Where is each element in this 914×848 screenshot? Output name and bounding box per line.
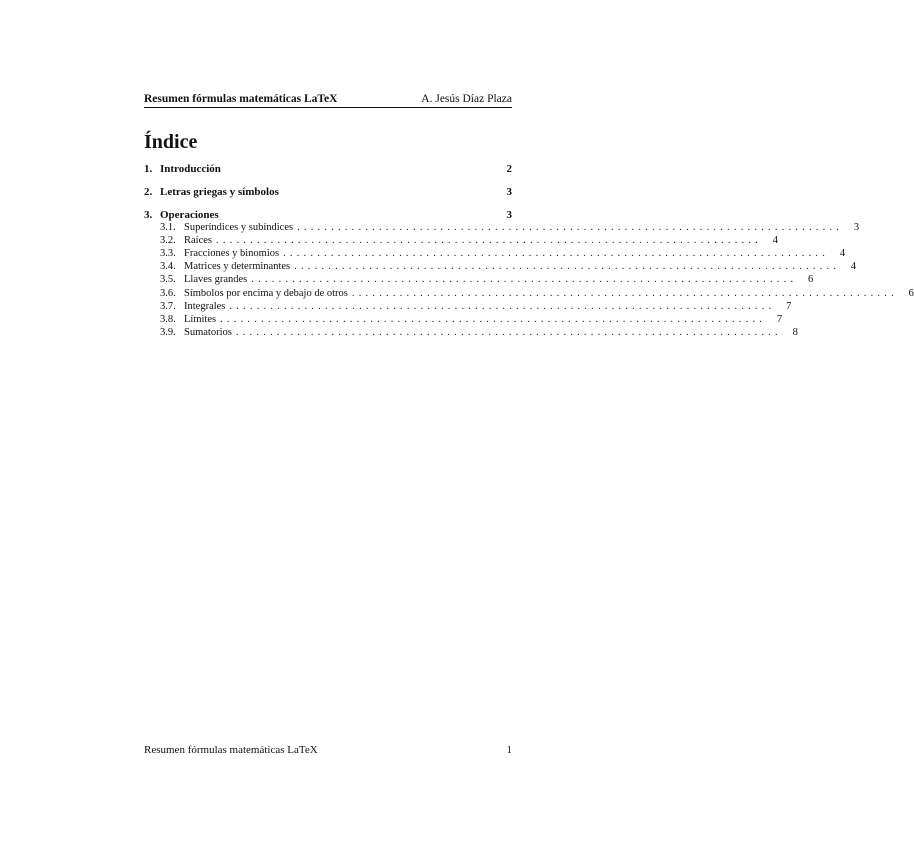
toc-subsection-title: Límites (184, 313, 217, 325)
toc-subsection-number: 3.5. (160, 274, 176, 286)
toc-subsection-number: 3.4. (160, 261, 176, 273)
toc-title: Índice (144, 131, 198, 153)
toc-subsection-entry[interactable] (160, 287, 914, 300)
header-rule (144, 107, 512, 108)
toc-section-title: Introducción (160, 163, 221, 175)
toc-subsection-number: 3.8. (160, 313, 176, 325)
toc-section-number: 1. (144, 163, 153, 175)
toc-subsection-entry[interactable] (160, 247, 846, 260)
toc-subsection-title: Llaves grandes (184, 274, 248, 286)
toc-subsection-title: Raíces (184, 235, 212, 247)
toc-subsection-page: 4 (839, 248, 846, 260)
toc-dot-leader: ................................................................................ (216, 235, 762, 247)
toc-subsection-title: Matrices y determinantes (184, 261, 291, 273)
toc-section-entry[interactable] (144, 185, 512, 199)
toc-subsection-page: 3 (853, 222, 860, 233)
toc-section-number: 2. (144, 186, 153, 198)
toc-subsection-page: 7 (776, 313, 783, 325)
toc-subsection-page: 6 (808, 274, 814, 286)
toc-subsection-entry[interactable] (160, 273, 814, 286)
toc-dot-leader: ................................................................................ (229, 300, 776, 312)
toc-subsection-entry[interactable] (160, 300, 792, 313)
toc-subsection-number: 3.3. (160, 248, 176, 260)
toc-subsection-title: Superíndices y subíndices (184, 222, 294, 233)
toc-subsection-title: Sumatorios (184, 326, 232, 338)
header-document-title: Resumen fórmulas matemáticas LaTeX (144, 93, 338, 105)
toc-subsection-page: 6 (908, 287, 914, 299)
toc-subsection-page: 7 (786, 300, 792, 312)
toc-dot-leader: ................................................................................ (220, 313, 767, 325)
toc-subsection-title: Fracciones y binomios (184, 248, 280, 260)
toc-subsection-entry[interactable] (160, 326, 798, 339)
toc-subsection-entry[interactable] (160, 234, 778, 247)
toc-subsection-number: 3.7. (160, 300, 176, 312)
toc-section-number: 3. (144, 209, 153, 221)
toc-subsection-entry[interactable] (160, 313, 783, 326)
toc-subsection-page: 4 (772, 235, 778, 247)
toc-subsection-page: 4 (850, 261, 857, 273)
footer-page-number: 1 (506, 744, 512, 756)
toc-subsection-page: 8 (792, 326, 798, 338)
toc-dot-leader: ................................................................................ (283, 248, 830, 260)
running-footer (144, 743, 512, 757)
toc-section-title: Letras griegas y símbolos (160, 186, 279, 198)
toc-section-page: 3 (506, 209, 512, 221)
toc-section-title: Operaciones (160, 209, 219, 221)
toc-subsection-number: 3.9. (160, 326, 176, 338)
toc-dot-leader: ................................................................................ (294, 261, 841, 273)
toc-dot-leader: ................................................................................ (251, 274, 798, 286)
toc-subsection-entry[interactable] (160, 260, 857, 273)
footer-document-title: Resumen fórmulas matemáticas LaTeX (144, 744, 318, 756)
toc-dot-leader: ................................................................................ (235, 326, 782, 338)
toc-subsection-number: 3.2. (160, 235, 176, 247)
toc-section-entry[interactable] (144, 162, 512, 176)
toc-subsection-number: 3.1. (160, 222, 176, 233)
toc-subsection-title: Símbolos por encima y debajo de otros (184, 287, 348, 299)
toc-subsection-title: Integrales (184, 300, 226, 312)
toc-subsection-number: 3.6. (160, 287, 176, 299)
header-author: A. Jesús Díaz Plaza (421, 93, 512, 105)
toc-section-page: 3 (506, 186, 512, 198)
toc-section-entry[interactable] (144, 208, 512, 222)
toc-section-page: 2 (506, 163, 512, 175)
running-header (144, 92, 512, 108)
toc-subsection-entry[interactable] (160, 221, 860, 234)
toc-dot-leader: ................................................................................ (351, 287, 898, 299)
toc-dot-leader: ................................................................................ (297, 222, 844, 233)
